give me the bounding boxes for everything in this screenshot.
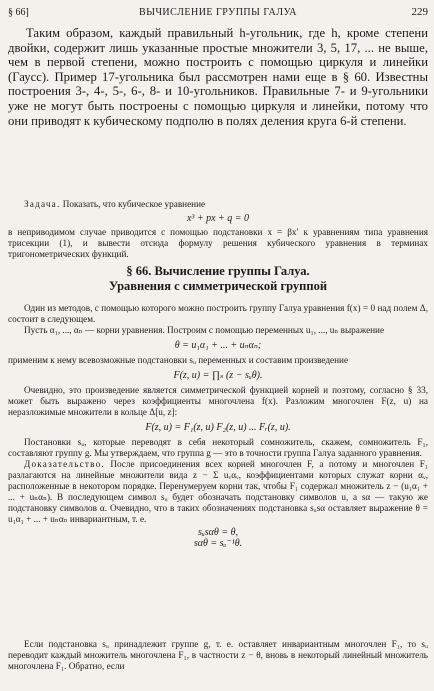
exercise-intro: [8, 199, 428, 210]
body-paragraph-2: Пусть α₁, ..., αₙ — корни уравнения. Построим с помощью переменных u₁, ..., uₙ выражение: [24, 325, 385, 335]
section-heading-line1: § 66. Вычисление группы Галуа.: [126, 264, 310, 278]
formula-factorization: F(z, u) = F₁(z, u) F₂(z, u) ... Fᵣ(z, u).: [145, 422, 291, 433]
main-text: [8, 26, 428, 128]
formula-invariance: sᵤsαθ = θ,: [197, 527, 239, 538]
closing-text: [8, 639, 428, 672]
header-section-ref: § 66]: [8, 7, 29, 18]
body-paragraph-4: Очевидно, это произведение является симметрической функцией корней и поэтому, согласно § 33, может быть выражено через коэффициенты многочлена f(x). Разложим многочлен F(z, u) на неразложимые множители в кольце Δ[u, z]:: [8, 385, 428, 417]
formula-product: F(z, u) = ∏ₛ (z − sᵤθ).: [173, 370, 263, 381]
body-paragraph-5: Постановки sᵤ, которые переводят в себя некоторый сомножитель, скажем, сомножитель F₁, составляют группу g. Мы утверждаем, что группа g — это в точности группа Галуа заданного уравнения.: [8, 437, 428, 458]
page-number: 229: [411, 6, 428, 18]
formula-inverse: sαθ = sᵤ⁻¹θ.: [193, 538, 243, 549]
main-paragraph: Таким образом, каждый правильный h-угольник, где h, кроме степени двойки, содержит лишь указанные простые множители 3, 5, 17, ... не выше, чем в первой степени, можно построить с помощью циркуля и линейки (Гаусс). Пример 17-угольника был рассмотрен нами еще в § 60. Известны построения 3-, 4-, 5-, 6-, 8- и 10-угольников. Правильные 7- и 9-угольники уже не могут быть построены с помощью циркуля и линейки, потому что они приводят к кубическому подполю в полях деления круга 6-й степени.: [8, 26, 428, 128]
exercise-label: Задача.: [24, 199, 61, 209]
cubic-equation: x³ + px + q = 0: [186, 213, 250, 224]
proof-paragraph: [8, 459, 428, 525]
proof-label: Доказательство.: [24, 459, 105, 469]
exercise-continuation: в неприводимом случае приводится с помощью подстановки x = βx′ к уравнениям типа уравнения трисекции (1), и вывести отсюда формулу решения кубического уравнения в терминах тригонометрических функций.: [8, 227, 428, 259]
exercise-text: Показать, что кубическое уравнение: [62, 199, 206, 209]
section-body: [8, 303, 428, 553]
body-paragraph-7: Если подстановка sᵤ принадлежит группе g, т. е. оставляет инвариантным многочлен F₁, то sᵤ переводит каждый множитель многочлена F₁, в частности z − θ, вновь в некоторый линейный множитель многочлена F₁. Обратно, если: [8, 639, 428, 671]
exercise-block: [8, 199, 428, 260]
body-paragraph-3: применим к нему всевозможные подстановки sᵤ переменных и составим произведение: [8, 355, 349, 365]
proof-text: После присоединения всех корней многочлен F, а потому и многочлен F₁ разлагаются на линейные множители вида z − Σ uᵥαᵥ, коэффициентами которых служат корни αᵥ, расположенные в некотором порядке. Перенумеруем корни так, чтобы F₁ содержал множитель z − (u₁α₁ + ... + uₙαₙ). В последующем символ sᵤ будет обозначать подстановку символов u, а sα — такую же подстановку символов α. Очевидно, что в таких обозначениях подстановка sᵤsα оставляет выражение θ = u₁α₁ + ... + uₙαₙ инвариантным, т. е.: [8, 459, 429, 524]
section-heading: [8, 264, 428, 294]
body-paragraph-1: Один из методов, с помощью которого можно построить группу Галуа уравнения f(x) = 0 над полем Δ, состоит в следующем.: [8, 303, 428, 324]
header-title: ВЫЧИСЛЕНИЕ ГРУППЫ ГАЛУА: [139, 7, 297, 18]
formula-theta: θ = u₁α₁ + ... + uₙαₙ;: [174, 340, 262, 351]
running-header: [8, 4, 428, 22]
section-heading-line2: Уравнения с симметрической группой: [108, 279, 328, 293]
